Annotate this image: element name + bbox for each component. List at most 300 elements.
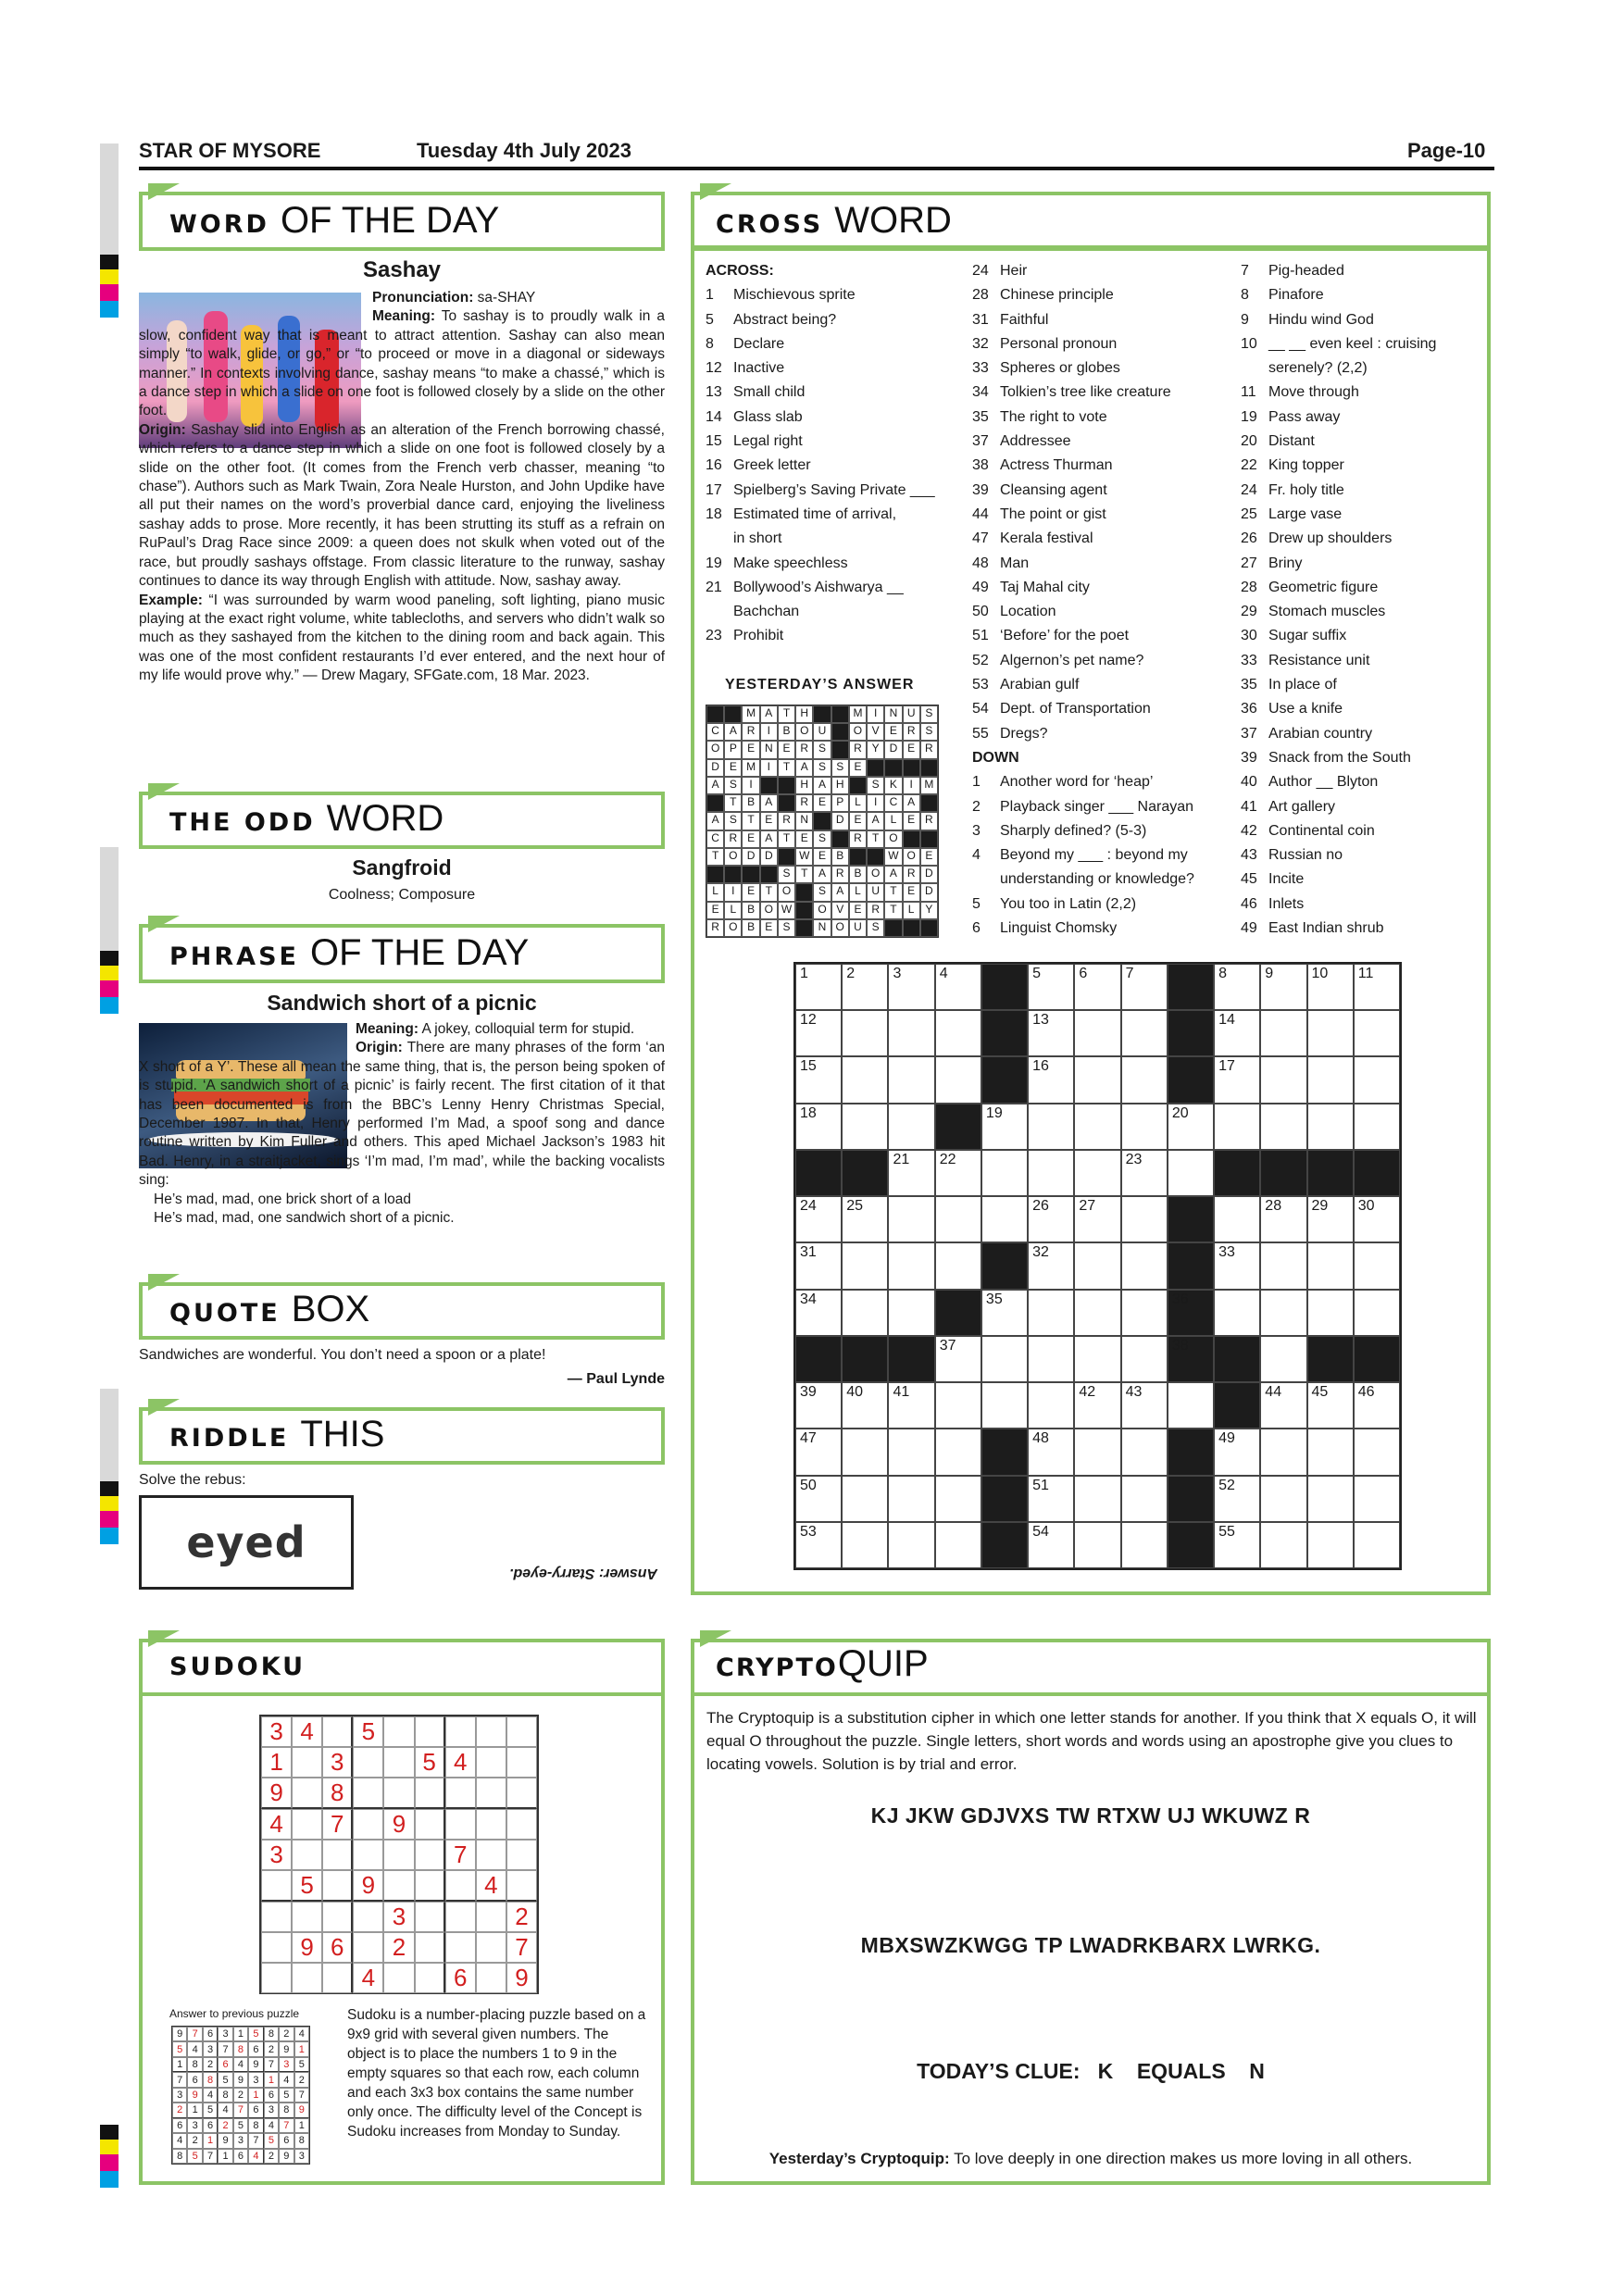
crossword-cell[interactable] (1214, 1104, 1260, 1150)
crossword-cell[interactable] (795, 1429, 842, 1475)
crossword-cell[interactable] (1121, 1290, 1168, 1336)
crossword-cell[interactable] (795, 1010, 842, 1056)
yesterday-cell: R (867, 902, 884, 919)
crossword-cell[interactable] (1307, 964, 1354, 1010)
sudoku-cell: 6 (264, 2088, 279, 2103)
sudoku-cell[interactable] (292, 1902, 322, 1932)
sudoku-cell[interactable] (415, 1902, 445, 1932)
sudoku-cell[interactable] (353, 1932, 383, 1963)
yesterday-cell (724, 705, 742, 723)
registration-marks-mid (100, 847, 119, 1023)
yesterday-cell (742, 866, 759, 883)
sudoku-cell[interactable] (353, 1840, 383, 1870)
clue: 22 King topper (1241, 457, 1344, 474)
clue-number: 8 (1218, 966, 1227, 981)
yesterday-cell (849, 848, 867, 866)
sudoku-cell[interactable] (476, 1716, 506, 1747)
sudoku-cell: 7 (445, 1840, 476, 1870)
yesterday-cell: C (706, 723, 724, 741)
crossword-cell[interactable] (1354, 964, 1400, 1010)
sudoku-cell: 7 (248, 2133, 263, 2148)
sudoku-cell: 5 (233, 2118, 248, 2133)
sudoku-cell[interactable] (383, 1716, 414, 1747)
sudoku-cell[interactable] (445, 1716, 476, 1747)
crossword-cell[interactable] (1028, 1382, 1074, 1429)
sudoku-cell[interactable] (353, 1809, 383, 1840)
crossword-cell[interactable] (1074, 1290, 1120, 1336)
sudoku-cell[interactable] (506, 1716, 537, 1747)
header-flag (148, 1630, 180, 1647)
yesterday-cell (778, 777, 795, 794)
sudoku-cell[interactable] (322, 1902, 353, 1932)
sudoku-cell[interactable] (383, 1870, 414, 1902)
black-square (1260, 1150, 1306, 1196)
crossword-cell[interactable] (1214, 1522, 1260, 1568)
sudoku-cell[interactable] (476, 1963, 506, 1993)
crossword-cell[interactable] (1214, 1290, 1260, 1336)
crossword-cell[interactable] (1307, 1429, 1354, 1475)
yesterday-cell (831, 741, 849, 758)
crossword-cell[interactable] (1121, 1196, 1168, 1242)
crossword-cell[interactable] (888, 1476, 934, 1522)
clue: 42 Continental coin (1241, 822, 1375, 839)
sudoku-cell[interactable] (476, 1902, 506, 1932)
crossword-cell[interactable] (1354, 1522, 1400, 1568)
yesterday-cell: V (831, 902, 849, 919)
sudoku-cell: 9 (261, 1778, 292, 1809)
clue: 49 Taj Mahal city (972, 579, 1090, 595)
crossword-cell[interactable] (1214, 1056, 1260, 1103)
crossword-cell[interactable] (1260, 1104, 1306, 1150)
crossword-cell[interactable] (981, 1150, 1028, 1196)
clue: 17 Spielberg’s Saving Private ___ (706, 481, 935, 498)
crossword-cell[interactable] (842, 1290, 888, 1336)
crossword-cell[interactable] (795, 1476, 842, 1522)
crossword-cell[interactable] (981, 1290, 1028, 1336)
sudoku-cell: 4 (476, 1870, 506, 1902)
crossword-cell[interactable] (1307, 1290, 1354, 1336)
phrase-body: Meaning: A jokey, colloquial term for stupid. Origin: There are many phrases of the form ‘an X short of a Y’. These all mean the same thing, that is, the person being spoken of is stupid. ‘A sandwich short of a picnic’ is fairly recent. The first citation of it that has been documented is from the BBC’s Lenny Henry Christmas Special, December 1987. In that, Henry performed I’m Mad, a spoof song and dance routine written by Kim Fuller and others. This aped Michael Jackson’s 1983 hit Bad. Henry, in a straitjacket, sings ‘I’m mad, I’m mad’, while the backing vocalists sing: He’s mad, mad, one brick short of a load He’s mad, mad, one sandwich short of a picnic. (139, 1021, 665, 1227)
yesterday-cell: L (903, 902, 920, 919)
crossword-cell[interactable] (1168, 1382, 1214, 1429)
crossword-cell[interactable] (935, 1150, 981, 1196)
crossword-cell[interactable] (1260, 1336, 1306, 1382)
crossword-grid[interactable] (793, 962, 1402, 1570)
crossword-cell[interactable] (1307, 1382, 1354, 1429)
yesterday-cell: V (867, 723, 884, 741)
crossword-cell[interactable] (1074, 1104, 1120, 1150)
sudoku-cell: 8 (322, 1778, 353, 1809)
yesterday-cell: I (867, 705, 884, 723)
sudoku-cell[interactable] (445, 1902, 476, 1932)
crossword-cell[interactable] (1260, 1056, 1306, 1103)
crossword-cell[interactable] (1121, 1382, 1168, 1429)
sudoku-cell: 1 (264, 2072, 279, 2087)
sudoku-cell[interactable] (476, 1932, 506, 1963)
sudoku-cell[interactable] (506, 1840, 537, 1870)
yesterday-cell: E (884, 723, 902, 741)
odd-word: Sangfroid (352, 855, 452, 880)
sudoku-cell: 2 (187, 2133, 202, 2148)
sudoku-cell[interactable] (292, 1840, 322, 1870)
crossword-cell[interactable] (1028, 1104, 1074, 1150)
yesterday-cell: A (706, 777, 724, 794)
sudoku-cell[interactable] (322, 1716, 353, 1747)
crossword-cell[interactable] (1121, 1104, 1168, 1150)
crossword-cell[interactable] (1307, 1522, 1354, 1568)
crossword-cell[interactable] (1214, 1429, 1260, 1475)
clue-number: 43 (1125, 1384, 1143, 1401)
yesterday-cell: I (760, 723, 778, 741)
crossword-cell[interactable] (1028, 1056, 1074, 1103)
crossword-cell[interactable] (888, 1290, 934, 1336)
black-square (981, 964, 1028, 1010)
clue: 44 The point or gist (972, 505, 1106, 522)
crossword-cell[interactable] (1121, 1336, 1168, 1382)
sudoku-cell[interactable] (383, 1778, 414, 1809)
crossword-cell[interactable] (1121, 1010, 1168, 1056)
sudoku-cell[interactable] (322, 1870, 353, 1902)
crossword-cell[interactable] (1260, 1382, 1306, 1429)
crossword-cell[interactable] (935, 1010, 981, 1056)
sudoku-cell[interactable] (322, 1840, 353, 1870)
yesterday-cell: E (920, 848, 938, 866)
crossword-cell[interactable] (1121, 1522, 1168, 1568)
sudoku-cell[interactable] (506, 1870, 537, 1902)
sudoku-cell: 4 (203, 2088, 218, 2103)
crossword-cell[interactable] (981, 1104, 1028, 1150)
sudoku-grid[interactable] (259, 1715, 539, 1994)
yesterday-cell: E (760, 812, 778, 830)
sudoku-cell: 2 (172, 2103, 187, 2117)
crossword-cell[interactable] (795, 1522, 842, 1568)
crossword-cell[interactable] (1260, 1196, 1306, 1242)
phrase-text: Sandwich short of a picnic (267, 991, 537, 1015)
sudoku-cell[interactable] (261, 1870, 292, 1902)
page-number: Page-10 (1407, 139, 1486, 162)
clue: 13 Small child (706, 384, 806, 401)
crossword-cell[interactable] (935, 1336, 981, 1382)
clue-number: 17 (1218, 1058, 1235, 1075)
crossword-cell[interactable] (1074, 1150, 1120, 1196)
sudoku-cell[interactable] (415, 1870, 445, 1902)
crossword-cell[interactable] (1354, 1010, 1400, 1056)
crossword-cell[interactable] (1074, 1196, 1120, 1242)
sudoku-cell[interactable] (383, 1747, 414, 1778)
crossword-cell[interactable] (842, 1522, 888, 1568)
sudoku-cell: 3 (233, 2133, 248, 2148)
yesterday-cell (903, 830, 920, 848)
sudoku-cell[interactable] (415, 1809, 445, 1840)
yesterday-cell: A (831, 883, 849, 901)
sudoku-cell[interactable] (292, 1809, 322, 1840)
crossword-cell[interactable] (935, 1429, 981, 1475)
crossword-cell[interactable] (1214, 1242, 1260, 1289)
clue: 20 Distant (1241, 433, 1315, 450)
crossword-cell[interactable] (795, 1196, 842, 1242)
crossword-cell[interactable] (935, 964, 981, 1010)
crossword-cell[interactable] (888, 1104, 934, 1150)
yesterday-cell: T (760, 883, 778, 901)
crossword-cell[interactable] (1214, 1010, 1260, 1056)
sudoku-cell[interactable] (445, 1778, 476, 1809)
yesterday-cell: R (778, 812, 795, 830)
sudoku-cell[interactable] (353, 1902, 383, 1932)
crossword-cell[interactable] (1028, 1522, 1074, 1568)
crossword-cell[interactable] (1354, 1196, 1400, 1242)
sudoku-cell: 2 (294, 2072, 309, 2087)
crossword-cell[interactable] (842, 1429, 888, 1475)
crossword-cell[interactable] (795, 1382, 842, 1429)
crossword-cell[interactable] (842, 964, 888, 1010)
crossword-cell[interactable] (1307, 1242, 1354, 1289)
crossword-cell[interactable] (1074, 1242, 1120, 1289)
crossword-cell[interactable] (1354, 1290, 1400, 1336)
clue: 19 Pass away (1241, 408, 1341, 425)
crossword-cell[interactable] (795, 1290, 842, 1336)
clue: 10 __ __ even keel : cruising (1241, 335, 1437, 352)
sudoku-cell: 4 (292, 1716, 322, 1747)
crossword-cell[interactable] (888, 964, 934, 1010)
crossword-cell[interactable] (935, 1522, 981, 1568)
sudoku-cell: 8 (279, 2103, 294, 2117)
yesterday-cell: W (884, 848, 902, 866)
sudoku-cell: 7 (294, 2088, 309, 2103)
clue: 26 Drew up shoulders (1241, 530, 1393, 547)
sudoku-cell[interactable] (445, 1809, 476, 1840)
yesterday-cell (795, 883, 813, 901)
crossword-cell[interactable] (1307, 1196, 1354, 1242)
crossword-cell[interactable] (935, 1196, 981, 1242)
sudoku-cell[interactable] (292, 1747, 322, 1778)
crossword-cell[interactable] (1028, 1242, 1074, 1289)
clue: 8 Declare (706, 335, 785, 352)
crossword-cell[interactable] (888, 1242, 934, 1289)
crossword-cell[interactable] (1074, 964, 1120, 1010)
crossword-cell[interactable] (1074, 1522, 1120, 1568)
sudoku-cell[interactable] (322, 1963, 353, 1993)
black-square (1168, 1010, 1214, 1056)
crossword-cell[interactable] (1214, 1196, 1260, 1242)
clue: 23 Prohibit (706, 628, 784, 644)
sudoku-cell[interactable] (506, 1747, 537, 1778)
crossword-cell[interactable] (888, 1382, 934, 1429)
crossword-cell[interactable] (1121, 1150, 1168, 1196)
crossword-cell[interactable] (1028, 1336, 1074, 1382)
sudoku-cell[interactable] (476, 1840, 506, 1870)
crossword-cell[interactable] (1307, 1476, 1354, 1522)
crossword-cell[interactable] (981, 1382, 1028, 1429)
crossword-cell[interactable] (1260, 1522, 1306, 1568)
sudoku-cell[interactable] (383, 1840, 414, 1870)
crossword-cell[interactable] (1354, 1242, 1400, 1289)
clue: 21 Bollywood’s Aishwarya __ (706, 579, 904, 595)
clue-number: 25 (846, 1198, 864, 1215)
crossword-cell[interactable] (1307, 1010, 1354, 1056)
sudoku-cell[interactable] (445, 1932, 476, 1963)
sudoku-cell[interactable] (292, 1778, 322, 1809)
clue-number: 26 (1032, 1198, 1049, 1215)
sudoku-cell[interactable] (415, 1840, 445, 1870)
sudoku-cell: 4 (218, 2103, 232, 2117)
yesterday-cell (778, 794, 795, 812)
crossword-cell[interactable] (1074, 1429, 1120, 1475)
sudoku-cell[interactable] (292, 1963, 322, 1993)
yesterday-cell: T (742, 812, 759, 830)
crossword-cell[interactable] (1260, 964, 1306, 1010)
crossword-cell[interactable] (842, 1010, 888, 1056)
sudoku-cell: 7 (172, 2072, 187, 2087)
crossword-cell[interactable] (935, 1056, 981, 1103)
yesterday-cell: K (884, 777, 902, 794)
crossword-cell[interactable] (935, 1476, 981, 1522)
yesterday-cell (778, 848, 795, 866)
crossword-cell[interactable] (1028, 1429, 1074, 1475)
crossword-cell[interactable] (795, 1056, 842, 1103)
clue: 35 In place of (1241, 677, 1337, 693)
crossword-cell[interactable] (888, 1429, 934, 1475)
sudoku-cell[interactable] (261, 1902, 292, 1932)
clue-number: 39 (800, 1384, 817, 1401)
sudoku-cell[interactable] (415, 1932, 445, 1963)
crossword-cell[interactable] (1121, 1429, 1168, 1475)
crossword-cell[interactable] (1354, 1429, 1400, 1475)
crossword-cell[interactable] (1260, 1290, 1306, 1336)
crossword-cell[interactable] (888, 1196, 934, 1242)
sudoku-cell: 4 (261, 1809, 292, 1840)
crossword-cell[interactable] (1307, 1104, 1354, 1150)
crossword-cell[interactable] (888, 1056, 934, 1103)
crossword-cell[interactable] (1168, 1104, 1214, 1150)
crossword-cell[interactable] (1121, 1056, 1168, 1103)
sudoku-cell[interactable] (415, 1778, 445, 1809)
sudoku-cell: 4 (248, 2149, 263, 2164)
crossword-cell[interactable] (1121, 1476, 1168, 1522)
clue: 45 Incite (1241, 871, 1305, 888)
sudoku-cell[interactable] (353, 1778, 383, 1809)
sudoku-cell: 6 (203, 2027, 218, 2041)
sudoku-cell: 7 (218, 2041, 232, 2056)
crossword-cell[interactable] (1074, 1476, 1120, 1522)
crossword-cell[interactable] (1028, 964, 1074, 1010)
crossword-cell[interactable] (1028, 1010, 1074, 1056)
yesterday-cell: M (742, 759, 759, 777)
crossword-cell[interactable] (935, 1242, 981, 1289)
clue-number: 10 (1311, 966, 1329, 981)
paper-name: STAR OF MYSORE (139, 139, 321, 162)
crossword-cell[interactable] (1354, 1104, 1400, 1150)
crossword-cell[interactable] (888, 1010, 934, 1056)
crossword-cell[interactable] (1121, 964, 1168, 1010)
black-square (935, 1290, 981, 1336)
crossword-cell[interactable] (1074, 1336, 1120, 1382)
crossword-cell[interactable] (842, 1196, 888, 1242)
crossword-cell[interactable] (935, 1382, 981, 1429)
crossword-cell[interactable] (795, 1104, 842, 1150)
sudoku-cell[interactable] (415, 1716, 445, 1747)
crossword-cell[interactable] (1354, 1382, 1400, 1429)
clue-number: 51 (1032, 1477, 1049, 1493)
crossword-cell[interactable] (1214, 964, 1260, 1010)
clue-number: 7 (1125, 966, 1134, 981)
crossword-cell[interactable] (1028, 1150, 1074, 1196)
clue-number: 54 (1032, 1523, 1049, 1540)
crossword-cell[interactable] (842, 1476, 888, 1522)
yesterday-cell: E (760, 919, 778, 937)
clue-number: 2 (846, 966, 856, 981)
sudoku-cell[interactable] (445, 1870, 476, 1902)
yesterday-cell: R (724, 830, 742, 848)
yesterday-cell: R (849, 741, 867, 758)
crossword-cell[interactable] (888, 1150, 934, 1196)
crossword-cell[interactable] (1028, 1196, 1074, 1242)
crossword-cell[interactable] (795, 964, 842, 1010)
black-square (981, 1242, 1028, 1289)
yesterday-cell: D (706, 759, 724, 777)
crossword-cell[interactable] (1260, 1010, 1306, 1056)
crossword-cell[interactable] (795, 1242, 842, 1289)
crossword-cell[interactable] (1074, 1382, 1120, 1429)
clue: 55 Dregs? (972, 725, 1048, 742)
crossword-cell[interactable] (981, 1196, 1028, 1242)
sudoku-cell[interactable] (506, 1778, 537, 1809)
crossword-cell[interactable] (1168, 1150, 1214, 1196)
crossword-cell[interactable] (1074, 1056, 1120, 1103)
clue-number: 29 (1311, 1198, 1329, 1215)
yesterday-cell: D (831, 812, 849, 830)
crossword-cell[interactable] (981, 1336, 1028, 1382)
clue: 54 Dept. of Transportation (972, 701, 1151, 718)
yesterday-cell: S (920, 723, 938, 741)
crossword-cell[interactable] (1307, 1056, 1354, 1103)
crossword-cell[interactable] (842, 1242, 888, 1289)
crossword-cell[interactable] (1260, 1429, 1306, 1475)
clue: 5 You too in Latin (2,2) (972, 895, 1137, 912)
crossword-cell[interactable] (1354, 1056, 1400, 1103)
sudoku-cell[interactable] (506, 1809, 537, 1840)
sudoku-cell[interactable] (476, 1809, 506, 1840)
crossword-cell[interactable] (842, 1104, 888, 1150)
black-square (981, 1476, 1028, 1522)
sudoku-cell[interactable] (383, 1963, 414, 1993)
sudoku-cell[interactable] (353, 1747, 383, 1778)
crossword-cell[interactable] (842, 1056, 888, 1103)
yesterday-cell: E (742, 741, 759, 758)
sudoku-cell[interactable] (261, 1932, 292, 1963)
clue: 16 Greek letter (706, 457, 811, 474)
clue-number: 20 (1171, 1104, 1189, 1121)
crossword-cell[interactable] (1214, 1476, 1260, 1522)
sudoku-cell: 2 (218, 2118, 232, 2133)
crossword-cell[interactable] (888, 1522, 934, 1568)
crossword-title: CROSS WORD (716, 200, 952, 241)
sudoku-cell[interactable] (476, 1747, 506, 1778)
crossword-cell[interactable] (1260, 1242, 1306, 1289)
crossword-cell[interactable] (842, 1382, 888, 1429)
crossword-cell[interactable] (1028, 1476, 1074, 1522)
crossword-cell[interactable] (1121, 1242, 1168, 1289)
crossword-cell[interactable] (1028, 1290, 1074, 1336)
clue-number: 38 (1171, 1337, 1189, 1354)
sudoku-cell[interactable] (261, 1963, 292, 1993)
sudoku-cell[interactable] (415, 1963, 445, 1993)
sudoku-cell[interactable] (476, 1778, 506, 1809)
yesterday-cell: M (920, 777, 938, 794)
sudoku-title: SUDOKU (169, 1653, 306, 1681)
crossword-cell[interactable] (1074, 1010, 1120, 1056)
crossword-cell[interactable] (1260, 1476, 1306, 1522)
crossword-cell[interactable] (1354, 1476, 1400, 1522)
